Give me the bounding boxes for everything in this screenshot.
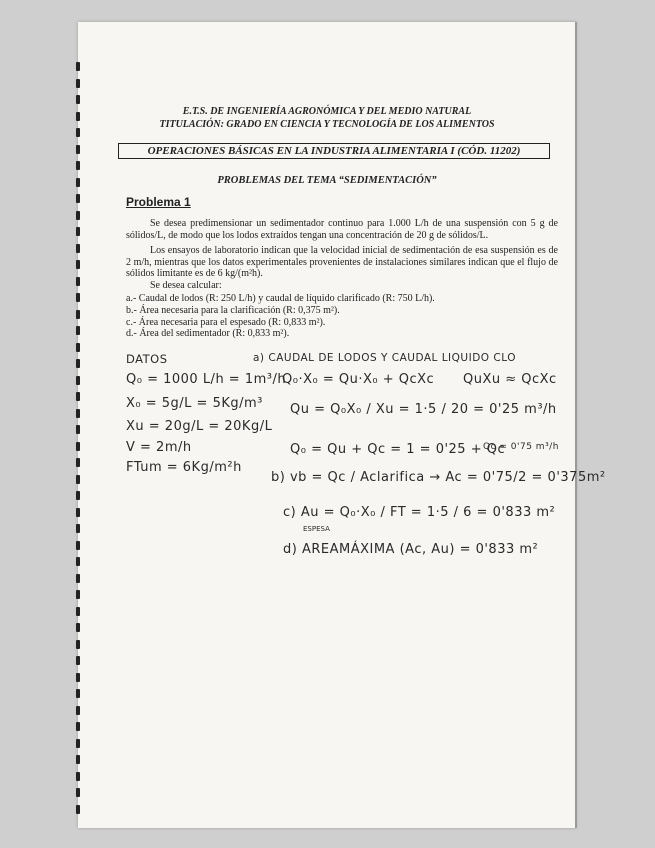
calc-intro: Se desea calcular: [150,280,222,291]
school-name: E.T.S. DE INGENIERÍA AGRONÓMICA Y DEL MEDIO NATURAL [182,106,472,117]
hw-part-d: d) AREAMÁXIMA (Ac, Au) = 0'833 m² [283,542,539,557]
binding-hole [76,458,80,467]
binding-hole [76,557,80,566]
binding-hole [76,227,80,236]
binding-hole [76,772,80,781]
hw-qc-result: Qc = 0'75 m³/h [483,442,559,452]
binding-hole [76,194,80,203]
question-a: a.- Caudal de lodos (R: 250 L/h) y caudal de líquido clarificado (R: 750 L/h). [126,293,435,304]
binding-hole [76,425,80,434]
binding-hole [76,656,80,665]
hw-q0-sum: Q₀ = Qu + Qc = 1 = 0'25 + Qc [290,442,506,457]
binding-hole [76,95,80,104]
binding-hole [76,145,80,154]
binding-hole [76,442,80,451]
hw-qu-eq: Qu = Q₀X₀ / Xu = 1·5 / 20 = 0'25 m³/h [290,402,557,417]
hw-a-title: a) CAUDAL DE LODOS Y CAUDAL LIQUIDO CLO [253,352,516,364]
question-c: c.- Área necesaria para el espesado (R: 0,833 m²). [126,316,326,328]
binding-hole [76,689,80,698]
course-title: OPERACIONES BÁSICAS EN LA INDUSTRIA ALIMENTARIA I (CÓD. 11202) [118,143,550,159]
binding-hole [76,79,80,88]
hw-xu: Xu = 20g/L = 20Kg/L [126,419,273,434]
hw-q0: Q₀ = 1000 L/h = 1m³/h [126,372,287,387]
document-page [78,22,606,828]
binding-hole [76,491,80,500]
hw-v: V = 2m/h [126,440,192,455]
binding-hole [76,244,80,253]
problem-title: Problema 1 [126,195,191,209]
hw-approx: QuXu ≈ QcXc [463,372,557,387]
binding-hole [76,722,80,731]
binding-hole [76,475,80,484]
binding-hole [76,277,80,286]
binding-hole [76,409,80,418]
hw-flux: FTum = 6Kg/m²h [126,460,242,475]
question-b: b.- Área necesaria para la clarificación (R: 0,375 m²). [126,304,340,316]
binding-hole [76,541,80,550]
question-list [126,293,435,340]
binding-hole [76,706,80,715]
binding-hole [76,293,80,302]
topic-title: PROBLEMAS DEL TEMA “SEDIMENTACIÓN” [217,175,437,186]
binding-hole [76,392,80,401]
binding-hole [76,739,80,748]
binding-hole [76,673,80,682]
hw-mass-balance: Q₀·X₀ = Qu·X₀ + QcXc [282,372,435,387]
binding-hole [76,590,80,599]
binding-hole [76,62,80,71]
binding-hole [76,211,80,220]
binding-hole [76,359,80,368]
binding-hole [76,607,80,616]
binding-hole [76,376,80,385]
problem-paragraph-1: Se desea predimensionar un sedimentador continuo para 1.000 L/h de una suspensión con 5 g de sólidos/L, de modo que los lodos extraídos tengan una concentración de 20 g de sólidos/L. [126,218,558,241]
binding-hole [76,623,80,632]
binding-hole [76,326,80,335]
hw-x0: X₀ = 5g/L = 5Kg/m³ [126,396,263,411]
binding-hole [76,805,80,814]
binding-hole [76,524,80,533]
binding-hole [76,788,80,797]
hw-datos: DATOS [126,352,168,366]
binding-hole [76,508,80,517]
binding-hole [76,640,80,649]
hw-part-b: b) vb = Qc / Aclarifica → Ac = 0'75/2 = 0'375m² [271,470,606,485]
binding-hole [76,161,80,170]
binding-hole [76,574,80,583]
page-edge [575,22,577,828]
binding-hole [76,310,80,319]
binding-hole [76,260,80,269]
binding-hole [76,343,80,352]
binding-hole [76,755,80,764]
hw-part-c-sub: ESPESA [303,525,330,533]
degree-name: TITULACIÓN: GRADO EN CIENCIA Y TECNOLOGÍA DE LOS ALIMENTOS [159,119,495,130]
hw-part-c: c) Au = Q₀·X₀ / FT = 1·5 / 6 = 0'833 m² [283,505,556,520]
question-d: d.- Área del sedimentador (R: 0,833 m²). [126,328,290,340]
problem-paragraph-2: Los ensayos de laboratorio indican que la velocidad inicial de sedimentación de esa suspensión es de 2 m/h, mientras que los datos experimentales provenientes de instalaciones similares indican que el flujo de sólidos limitante es de 6 kg/(m²h). [126,245,558,279]
